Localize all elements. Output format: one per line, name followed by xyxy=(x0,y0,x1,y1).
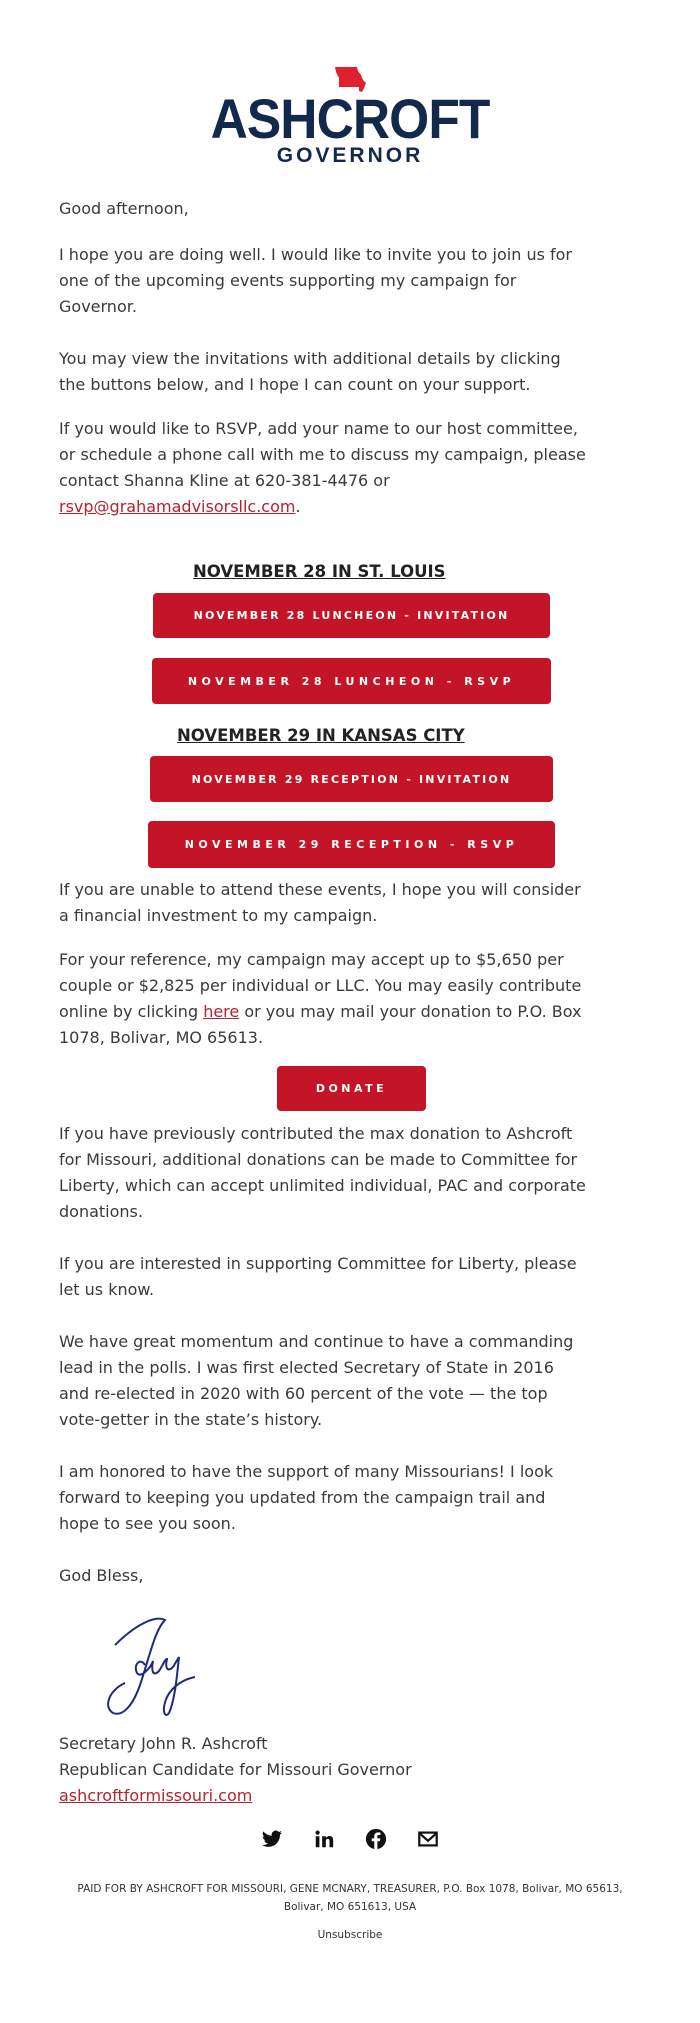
footer-disclaimer: PAID FOR BY ASHCROFT FOR MISSOURI, GENE MCNARY, TREASURER, P.O. Box 1078, Bolivar, MO 65613, Bolivar, MO 651613, USA xyxy=(77,1883,623,1913)
paragraph: You may view the invitations with additional details by clicking the buttons below, and I hope I can count on your support. xyxy=(59,349,561,394)
unsubscribe-link[interactable]: Unsubscribe xyxy=(317,1929,383,1941)
twitter-icon[interactable] xyxy=(261,1828,283,1850)
nov28-invitation-button[interactable]: NOVEMBER 28 LUNCHEON - INVITATION xyxy=(153,593,550,638)
paragraph: If you have previously contributed the max donation to Ashcroft for Missouri, additional donations can be made to Committee for Liberty, which can accept unlimited individual, PAC and corporate donations. xyxy=(59,1124,586,1221)
email-icon[interactable] xyxy=(417,1828,439,1850)
paragraph: We have great momentum and continue to have a commanding lead in the polls. I was first elected Secretary of State in 2016 and re-elected in 2020 with 60 percent of the vote — the top vote-getter in the state’s history. xyxy=(59,1332,574,1429)
website-link[interactable]: ashcroftformissouri.com xyxy=(59,1786,253,1805)
donate-button[interactable]: DONATE xyxy=(277,1066,426,1111)
linkedin-icon[interactable] xyxy=(313,1828,335,1850)
signoff-title: Republican Candidate for Missouri Governor xyxy=(59,1760,412,1779)
logo-subtitle: GOVERNOR xyxy=(276,144,424,167)
social-links xyxy=(0,1828,700,1850)
event-heading-st-louis: NOVEMBER 28 IN ST. LOUIS xyxy=(193,562,446,581)
closing: God Bless, xyxy=(59,1566,144,1585)
greeting: Good afternoon, xyxy=(59,199,189,218)
rsvp-paragraph: If you would like to RSVP, add your name to our host committee, or schedule a phone call with me to discuss my campaign, please contact Shanna Kline at 620-381-4476 or rsvp@grahamadvisorsllc.com. xyxy=(59,419,586,516)
event-heading-kansas-city: NOVEMBER 29 IN KANSAS CITY xyxy=(177,726,465,745)
facebook-icon[interactable] xyxy=(365,1828,387,1850)
nov29-invitation-button[interactable]: NOVEMBER 29 RECEPTION - INVITATION xyxy=(150,756,553,802)
rsvp-email-link[interactable]: rsvp@grahamadvisorsllc.com xyxy=(59,497,296,516)
campaign-logo xyxy=(0,66,700,168)
nov29-rsvp-button[interactable]: NOVEMBER 29 RECEPTION - RSVP xyxy=(148,821,555,868)
signoff-name: Secretary John R. Ashcroft xyxy=(59,1734,268,1753)
paragraph: I am honored to have the support of many Missourians! I look forward to keeping you updated from the campaign trail and hope to see you soon. xyxy=(59,1462,554,1533)
paragraph: If you are unable to attend these events, I hope you will consider a financial investment to my campaign. xyxy=(59,880,581,925)
paragraph: I hope you are doing well. I would like to invite you to join us for one of the upcoming events supporting my campaign for Governor. xyxy=(59,245,573,316)
logo-name: ASHCROFT xyxy=(210,87,490,150)
reference-paragraph: For your reference, my campaign may accept up to $5,650 per couple or $2,825 per individual or LLC. You may easily contribute online by clicking here or you may mail your donation to P.O. Box 1078, Bolivar, MO 65613. xyxy=(59,950,582,1047)
signature xyxy=(95,1605,210,1725)
paragraph: If you are interested in supporting Committee for Liberty, please let us know. xyxy=(59,1254,577,1299)
donate-here-link[interactable]: here xyxy=(203,1002,240,1021)
nov28-rsvp-button[interactable]: NOVEMBER 28 LUNCHEON - RSVP xyxy=(152,658,551,704)
